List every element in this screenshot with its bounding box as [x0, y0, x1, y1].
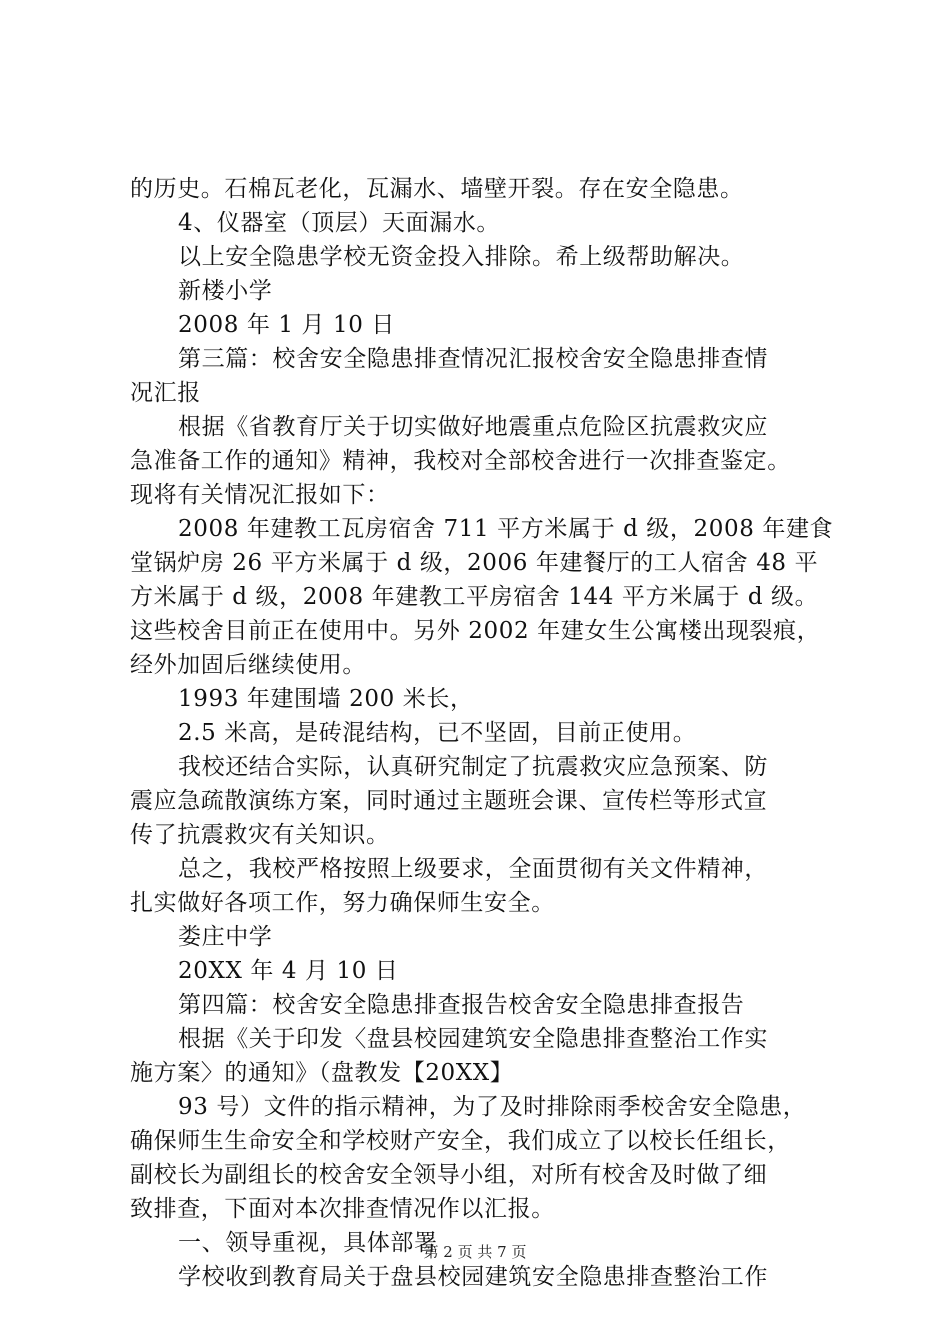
text-line: 副校长为副组长的校舍安全领导小组，对所有校舍及时做了细: [130, 1162, 768, 1188]
text-line: 我校还结合实际，认真研究制定了抗震救灾应急预案、防: [178, 754, 768, 780]
text-line: 方米属于 d 级，2008 年建教工平房宿舍 144 平方米属于 d 级。: [130, 584, 819, 610]
text-line: 急准备工作的通知》精神，我校对全部校舍进行一次排查鉴定。: [130, 448, 791, 474]
text-line: 现将有关情况汇报如下：: [130, 482, 390, 508]
text-line: 以上安全隐患学校无资金投入排除。希上级帮助解决。: [178, 244, 745, 270]
text-line: 2008 年 1 月 10 日: [178, 312, 395, 338]
text-line: 娄庄中学: [178, 924, 273, 950]
text-line: 20XX 年 4 月 10 日: [178, 958, 399, 984]
text-line: 93 号）文件的指示精神，为了及时排除雨季校舍安全隐患，: [178, 1094, 807, 1120]
text-line: 况汇报: [130, 380, 201, 406]
text-line: 施方案〉的通知》（盘教发【20XX】: [130, 1060, 514, 1086]
page-footer: 第 2 页 共 7 页: [423, 1243, 527, 1261]
text-line: 根据《省教育厅关于切实做好地震重点危险区抗震救灾应: [178, 414, 768, 440]
text-line: 扎实做好各项工作，努力确保师生安全。: [130, 890, 555, 916]
text-line: 第四篇：校舍安全隐患排查报告校舍安全隐患排查报告: [178, 992, 745, 1018]
text-line: 2008 年建教工瓦房宿舍 711 平方米属于 d 级，2008 年建食: [178, 516, 834, 542]
text-line: 一、领导重视，具体部署: [178, 1230, 438, 1256]
text-line: 根据《关于印发〈盘县校园建筑安全隐患排查整治工作实: [178, 1026, 768, 1052]
text-line: 震应急疏散演练方案，同时通过主题班会课、宣传栏等形式宣: [130, 788, 768, 814]
text-line: 经外加固后继续使用。: [130, 652, 366, 678]
text-line: 第三篇：校舍安全隐患排查情况汇报校舍安全隐患排查情: [178, 346, 768, 372]
document-body: [130, 172, 840, 1294]
text-line: 这些校舍目前正在使用中。另外 2002 年建女生公寓楼出现裂痕，: [130, 618, 821, 644]
text-line: 新楼小学: [178, 278, 273, 304]
text-line: 确保师生生命安全和学校财产安全，我们成立了以校长任组长，: [130, 1128, 791, 1154]
text-line: 学校收到教育局关于盘县校园建筑安全隐患排查整治工作: [178, 1264, 768, 1290]
text-line: 4、仪器室（顶层）天面漏水。: [178, 210, 501, 236]
text-line: 1993 年建围墙 200 米长，: [178, 686, 474, 712]
text-line: 总之，我校严格按照上级要求，全面贯彻有关文件精神，: [178, 856, 768, 882]
text-line: 2.5 米高，是砖混结构，已不坚固，目前正使用。: [178, 720, 697, 746]
text-line: 堂锅炉房 26 平方米属于 d 级，2006 年建餐厅的工人宿舍 48 平: [130, 550, 819, 576]
text-line: 传了抗震救灾有关知识。: [130, 822, 390, 848]
text-line: 致排查，下面对本次排查情况作以汇报。: [130, 1196, 555, 1222]
text-line: 的历史。石棉瓦老化，瓦漏水、墙壁开裂。存在安全隐患。: [130, 176, 744, 202]
